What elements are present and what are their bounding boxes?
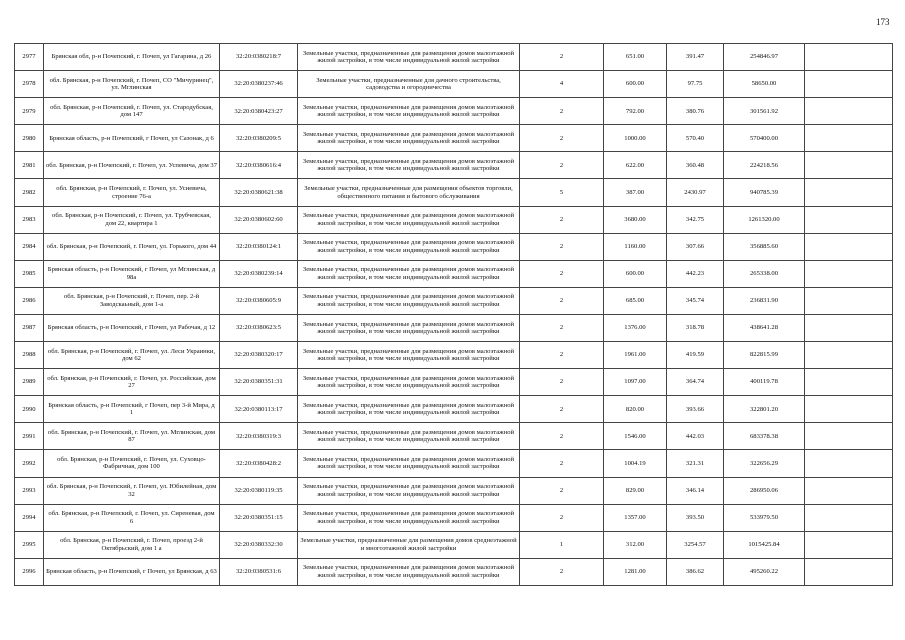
table-row [15,206,893,233]
cell-cadastral-number: 32:20:0380124:1 [220,233,298,260]
cell-land-use: Земельные участки, предназначенные для размещения домов среднеэтажной и многоэтажной жилой застройки [298,531,520,558]
cell-specific-value: 3254.57 [667,531,724,558]
cell-area: 1357.00 [604,504,667,531]
cell-group: 2 [520,152,604,179]
table-row [15,477,893,504]
cell-land-use: Земельные участки, предназначенные для дачного строительства, садоводства и огородничества [298,71,520,98]
cell-cadastral-number: 32:20:0380616:4 [220,152,298,179]
cell-cadastral-value: 570400.00 [724,125,805,152]
cell-cadastral-value: 265338.00 [724,260,805,287]
cell-land-use: Земельные участки, предназначенные для размещения объектов торговли, общественного питания и бытового обслуживания [298,179,520,206]
cell-land-use: Земельные участки, предназначенные для размещения домов малоэтажной жилой застройки, в том числе индивидуальной жилой застройки [298,342,520,369]
cell-land-use: Земельные участки, предназначенные для размещения домов малоэтажной жилой застройки, в том числе индивидуальной жилой застройки [298,504,520,531]
cell-empty [805,396,893,423]
cell-area: 1546.00 [604,423,667,450]
table-row [15,531,893,558]
table-row [15,504,893,531]
cell-address: обл. Брянская, р-н Почепский, г. Почеп, ул. Горького, дом 44 [44,233,220,260]
cell-empty [805,450,893,477]
cell-area: 1004.19 [604,450,667,477]
cell-cadastral-number: 32:20:0380119:35 [220,477,298,504]
cell-cadastral-value: 224218.56 [724,152,805,179]
cell-row-number: 2984 [15,233,44,260]
cell-row-number: 2992 [15,450,44,477]
cell-empty [805,233,893,260]
cell-area: 622.00 [604,152,667,179]
cell-cadastral-number: 32:20:0380602:60 [220,206,298,233]
cell-group: 2 [520,44,604,71]
cell-cadastral-value: 495260.22 [724,558,805,585]
cell-area: 312.00 [604,531,667,558]
cell-cadastral-value: 822815.99 [724,342,805,369]
cell-cadastral-value: 940785.39 [724,179,805,206]
cell-land-use: Земельные участки, предназначенные для размещения домов малоэтажной жилой застройки, в том числе индивидуальной жилой застройки [298,125,520,152]
cell-group: 4 [520,71,604,98]
cell-cadastral-value: 236831.90 [724,287,805,314]
cell-row-number: 2991 [15,423,44,450]
cell-cadastral-number: 32:20:0380320:17 [220,342,298,369]
cell-empty [805,152,893,179]
cell-address: обл. Брянская, р-н Почепский, г. Почеп, ул. Трубчевская, дом 22, квартира 1 [44,206,220,233]
cell-group: 2 [520,369,604,396]
cell-land-use: Земельные участки, предназначенные для размещения домов малоэтажной жилой застройки, в том числе индивидуальной жилой застройки [298,233,520,260]
cell-group: 2 [520,206,604,233]
cell-land-use: Земельные участки, предназначенные для размещения домов малоэтажной жилой застройки, в том числе индивидуальной жилой застройки [298,396,520,423]
cell-row-number: 2982 [15,179,44,206]
table-body [15,44,893,586]
page-number: 173 [876,17,890,27]
cell-address: обл. Брянская, р-н Почепский, г. Почеп, ул. Успевича, дом 37 [44,152,220,179]
cell-cadastral-number: 32:20:0380351:31 [220,369,298,396]
cell-specific-value: 391.47 [667,44,724,71]
cell-cadastral-value: 254846.97 [724,44,805,71]
cell-cadastral-number: 32:20:0380605:9 [220,287,298,314]
cell-cadastral-value: 322801.20 [724,396,805,423]
cell-area: 829.00 [604,477,667,504]
cell-address: Брянская область, р-н Почепский, г Почеп, ул Рабочая, д 12 [44,314,220,341]
cell-cadastral-value: 683378.38 [724,423,805,450]
cell-row-number: 2978 [15,71,44,98]
cell-cadastral-value: 1015425.84 [724,531,805,558]
cell-specific-value: 346.14 [667,477,724,504]
cell-cadastral-value: 400119.78 [724,369,805,396]
table-row [15,369,893,396]
cell-empty [805,206,893,233]
cell-row-number: 2994 [15,504,44,531]
cell-address: обл. Брянская, р-н Почепский, г. Почеп, ул. Стародубская, дом 147 [44,98,220,125]
cell-land-use: Земельные участки, предназначенные для размещения домов малоэтажной жилой застройки, в том числе индивидуальной жилой застройки [298,369,520,396]
cell-group: 2 [520,558,604,585]
cell-address: обл. Брянская, р-н Почепский, г. Почеп, ул. Мглинская, дом 87 [44,423,220,450]
cell-group: 2 [520,342,604,369]
cell-area: 1000.00 [604,125,667,152]
table-row [15,342,893,369]
cell-address: Брянская область, р-н Почепский, г Почеп, ул Брянская, д 63 [44,558,220,585]
cell-specific-value: 570.40 [667,125,724,152]
cell-area: 1097.00 [604,369,667,396]
cell-land-use: Земельные участки, предназначенные для размещения домов малоэтажной жилой застройки, в том числе индивидуальной жилой застройки [298,287,520,314]
cell-specific-value: 318.78 [667,314,724,341]
cell-specific-value: 419.59 [667,342,724,369]
cell-cadastral-number: 32:20:0380239:14 [220,260,298,287]
table-row [15,423,893,450]
cell-group: 2 [520,314,604,341]
cell-row-number: 2988 [15,342,44,369]
cell-cadastral-value: 286950.06 [724,477,805,504]
cell-row-number: 2996 [15,558,44,585]
cell-address: Брянская область, р-н Почепский, г Почеп, пер 3-й Мира, д 1 [44,396,220,423]
table-row [15,396,893,423]
cadastral-value-table [14,43,893,586]
cell-group: 1 [520,531,604,558]
cell-group: 2 [520,396,604,423]
cell-area: 792.00 [604,98,667,125]
cell-empty [805,423,893,450]
cell-cadastral-number: 32:20:0380428:2 [220,450,298,477]
cell-empty [805,558,893,585]
cell-specific-value: 2430.97 [667,179,724,206]
cell-cadastral-value: 301561.92 [724,98,805,125]
cell-specific-value: 442.03 [667,423,724,450]
cell-specific-value: 342.75 [667,206,724,233]
cell-specific-value: 360.48 [667,152,724,179]
cell-empty [805,531,893,558]
table-row [15,233,893,260]
cell-empty [805,98,893,125]
cell-specific-value: 380.76 [667,98,724,125]
cell-address: обл. Брянская, р-н Почепский, г. Почеп, ул. Российская, дом 27 [44,369,220,396]
cell-cadastral-number: 32:20:0380237:46 [220,71,298,98]
cell-address: обл. Брянская, р-н Почепский, г. Почеп, ул. Суховцо-Фабричная, дом 100 [44,450,220,477]
cell-area: 1961.00 [604,342,667,369]
cell-group: 2 [520,260,604,287]
cell-empty [805,287,893,314]
cell-group: 2 [520,98,604,125]
cell-cadastral-number: 32:20:0380623:5 [220,314,298,341]
table-row [15,71,893,98]
cell-cadastral-number: 32:20:0380319:3 [220,423,298,450]
cell-empty [805,260,893,287]
table-row [15,44,893,71]
cell-row-number: 2995 [15,531,44,558]
cell-specific-value: 307.66 [667,233,724,260]
cell-row-number: 2986 [15,287,44,314]
cell-group: 2 [520,450,604,477]
cell-cadastral-number: 32:20:0380218:7 [220,44,298,71]
cell-land-use: Земельные участки, предназначенные для размещения домов малоэтажной жилой застройки, в том числе индивидуальной жилой застройки [298,206,520,233]
table-row [15,125,893,152]
cell-address: обл. Брянская, р-н Почепский, г. Почеп, ул. Сиреневая, дом 6 [44,504,220,531]
cell-address: обл. Брянская, р-н Почепский, г. Почеп, СО "Мичуринец", ул. Мглинская [44,71,220,98]
cell-land-use: Земельные участки, предназначенные для размещения домов малоэтажной жилой застройки, в том числе индивидуальной жилой застройки [298,450,520,477]
cell-cadastral-number: 32:20:0380351:15 [220,504,298,531]
cell-cadastral-value: 322656.29 [724,450,805,477]
cell-specific-value: 321.31 [667,450,724,477]
cell-land-use: Земельные участки, предназначенные для размещения домов малоэтажной жилой застройки, в том числе индивидуальной жилой застройки [298,423,520,450]
cell-specific-value: 364.74 [667,369,724,396]
cell-row-number: 2990 [15,396,44,423]
cell-row-number: 2983 [15,206,44,233]
cell-address: обл. Брянская, р-н Почепский, г. Почеп, ул. Юбилейная, дом 32 [44,477,220,504]
cell-empty [805,44,893,71]
cell-empty [805,369,893,396]
cell-group: 2 [520,477,604,504]
cell-land-use: Земельные участки, предназначенные для размещения домов малоэтажной жилой застройки, в том числе индивидуальной жилой застройки [298,44,520,71]
cell-area: 1281.00 [604,558,667,585]
cell-address: обл. Брянская, р-н Почепский, г. Почеп, ул. Леси Украинки, дом 62 [44,342,220,369]
cell-land-use: Земельные участки, предназначенные для размещения домов малоэтажной жилой застройки, в том числе индивидуальной жилой застройки [298,314,520,341]
cell-land-use: Земельные участки, предназначенные для размещения домов малоэтажной жилой застройки, в том числе индивидуальной жилой застройки [298,260,520,287]
cell-address: обл. Брянская, р-н Почепский, г. Почеп, пер. 2-й Заводскаьный, дом 1-а [44,287,220,314]
cell-land-use: Земельные участки, предназначенные для размещения домов малоэтажной жилой застройки, в том числе индивидуальной жилой застройки [298,558,520,585]
cell-cadastral-value: 438641.28 [724,314,805,341]
table-row [15,287,893,314]
cell-specific-value: 97.75 [667,71,724,98]
cell-area: 3680.00 [604,206,667,233]
cell-empty [805,71,893,98]
cell-specific-value: 393.50 [667,504,724,531]
cell-row-number: 2987 [15,314,44,341]
cell-group: 2 [520,504,604,531]
cell-address: обл. Брянская, р-н Почепский, г. Почеп, проезд 2-й Октябрьский, дом 1 а [44,531,220,558]
table-row [15,179,893,206]
table-row [15,152,893,179]
cell-row-number: 2980 [15,125,44,152]
table-row [15,558,893,585]
cell-address: Брянская область, р-н Почепский, г Почеп, ул Мглинская, д 98а [44,260,220,287]
cell-address: Брянская обл, р-н Почепский, г. Почеп, ул Гагарина, д 26 [44,44,220,71]
cell-cadastral-number: 32:20:0380209:5 [220,125,298,152]
cell-area: 387.00 [604,179,667,206]
cell-specific-value: 393.66 [667,396,724,423]
cell-cadastral-number: 32:20:0380113:17 [220,396,298,423]
cell-area: 1376.00 [604,314,667,341]
cell-address: обл. Брянская, р-н Почепский, г. Почеп, ул. Усиевича, строение 76-а [44,179,220,206]
cell-row-number: 2993 [15,477,44,504]
cell-cadastral-value: 58650.00 [724,71,805,98]
cell-row-number: 2981 [15,152,44,179]
cell-cadastral-number: 32:20:0380621:38 [220,179,298,206]
cell-empty [805,477,893,504]
cell-empty [805,342,893,369]
table-row [15,260,893,287]
cell-empty [805,125,893,152]
cell-specific-value: 345.74 [667,287,724,314]
cell-land-use: Земельные участки, предназначенные для размещения домов малоэтажной жилой застройки, в том числе индивидуальной жилой застройки [298,477,520,504]
cell-cadastral-value: 533979.50 [724,504,805,531]
cell-specific-value: 386.62 [667,558,724,585]
cell-area: 685.00 [604,287,667,314]
cell-group: 2 [520,423,604,450]
cell-group: 5 [520,179,604,206]
table-row [15,450,893,477]
cell-empty [805,179,893,206]
cell-row-number: 2979 [15,98,44,125]
table-row [15,98,893,125]
cell-cadastral-value: 1261320.00 [724,206,805,233]
cell-area: 651.00 [604,44,667,71]
cell-specific-value: 442.23 [667,260,724,287]
cell-group: 2 [520,125,604,152]
cell-empty [805,314,893,341]
cell-row-number: 2977 [15,44,44,71]
cell-area: 1160.00 [604,233,667,260]
cell-area: 820.00 [604,396,667,423]
cell-row-number: 2985 [15,260,44,287]
cell-cadastral-number: 32:20:0380423:27 [220,98,298,125]
cell-land-use: Земельные участки, предназначенные для размещения домов малоэтажной жилой застройки, в том числе индивидуальной жилой застройки [298,98,520,125]
cell-land-use: Земельные участки, предназначенные для размещения домов малоэтажной жилой застройки, в том числе индивидуальной жилой застройки [298,152,520,179]
cell-area: 600.00 [604,71,667,98]
cell-cadastral-value: 356885.60 [724,233,805,260]
cell-address: Брянская область, р-н Почепский, г Почеп, ул Сазонак, д 6 [44,125,220,152]
cell-cadastral-number: 32:20:0380531:6 [220,558,298,585]
cell-empty [805,504,893,531]
cell-area: 600.00 [604,260,667,287]
cell-group: 2 [520,287,604,314]
cell-cadastral-number: 32:20:0380332:30 [220,531,298,558]
table-row [15,314,893,341]
cell-group: 2 [520,233,604,260]
cell-row-number: 2989 [15,369,44,396]
